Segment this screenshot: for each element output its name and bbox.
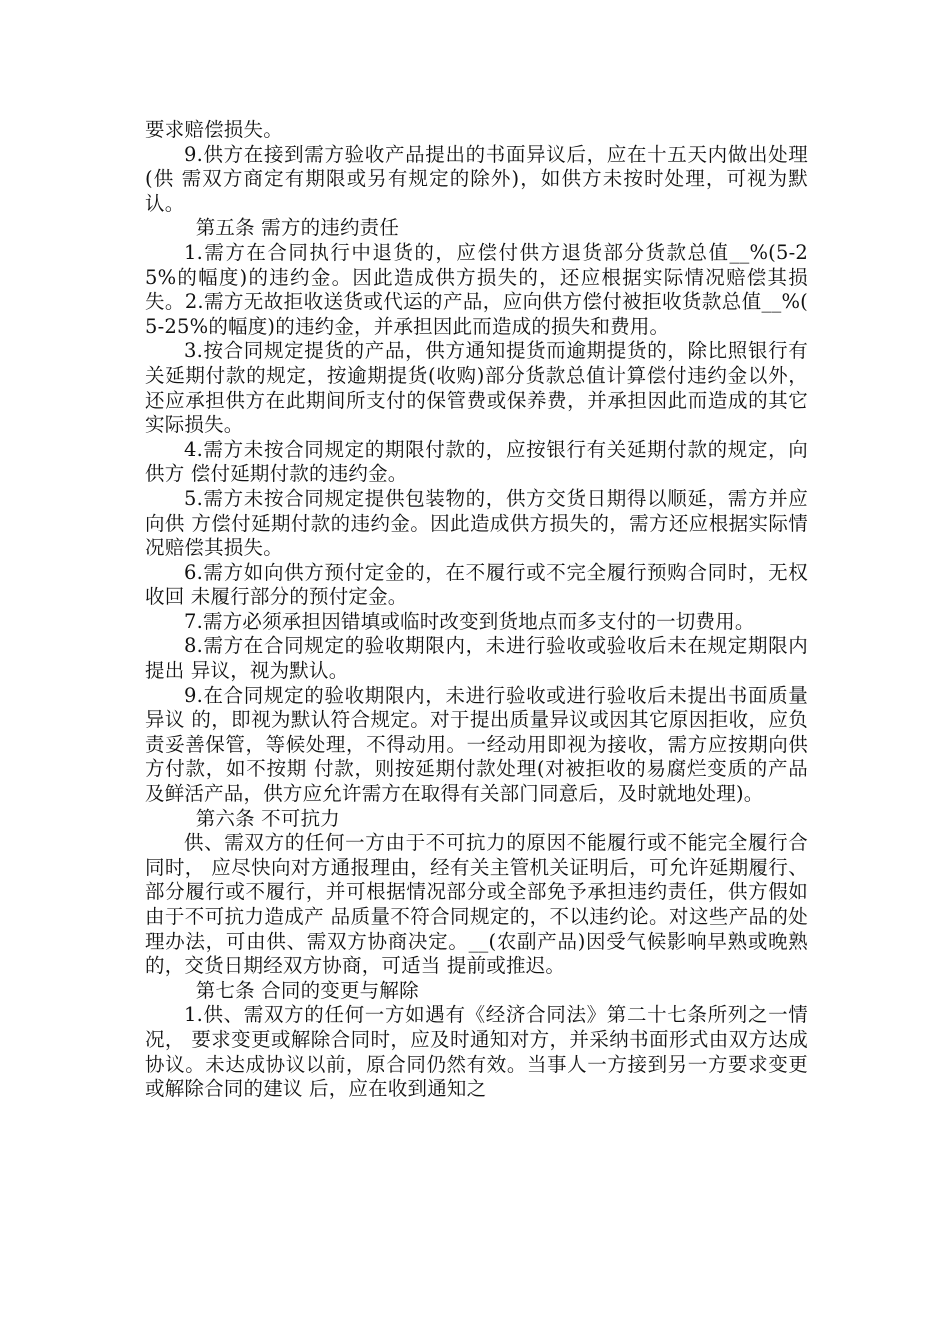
paragraph-clause-5-4: 4.需方未按合同规定的期限付款的，应按银行有关延期付款的规定，向供方 偿付延期付款的违约金。 (145, 437, 808, 486)
paragraph-clause-5-7: 7.需方必须承担因错填或临时改变到货地点而多支付的一切费用。 (184, 609, 755, 633)
paragraph-clause-5-1-2: 1.需方在合同执行中退货的，应偿付供方退货部分货款总值__%(5-2 5%的幅度)的违约金。因此造成供方损失的，还应根据实际情况赔偿其损失。2.需方无故拒收送货或代运的产品，应向供方偿付被拒收货款总值__%( 5-25%的幅度)的违约金，并承担因此而造成的损失和费用。 (145, 240, 808, 338)
paragraph-clause-7-1: 1.供、需双方的任何一方如遇有《经济合同法》第二十七条所列之一情况， 要求变更或解除合同时，应及时通知对方，并采纳书面形式由双方达成协议。未达成协议以前，原合同仍然有效。当事人一方接到另一方要求变更或解除合同的建议 后，应在收到通知之 (145, 1003, 808, 1101)
paragraph-clause-5-8: 8.需方在合同规定的验收期限内，未进行验收或验收后未在规定期限内提出 异议，视为默认。 (145, 634, 808, 683)
paragraph-clause-5-5: 5.需方未按合同规定提供包装物的，供方交货日期得以顺延，需方并应向供 方偿付延期付款的违约金。因此造成供方损失的，需方还应根据实际情况赔偿其损失。 (145, 486, 808, 560)
section-heading-article-6: 第六条 不可抗力 (195, 806, 340, 830)
section-heading-article-5: 第五条 需方的违约责任 (195, 216, 400, 240)
paragraph-clause-4-9: 9.供方在接到需方验收产品提出的书面异议后，应在十五天内做出处理(供 需双方商定有期限或另有规定的除外)，如供方未按时处理，可视为默认。 (145, 142, 808, 215)
paragraph-force-majeure: 供、需双方的任何一方由于不可抗力的原因不能履行或不能完全履行合同时， 应尽快向对方通报理由，经有关主管机关证明后，可允许延期履行、部分履行或不履行，并可根据情况部分或全部免予承担违约责任，供方假如由于不可抗力造成产 品质量不符合同规定的，不以违约论。对这些产品的处理办法，可由供、需双方协商决定。__(农副产品)因受气候影响早熟或晚熟的，交货日期经双方协商，可适当 提前或推迟。 (145, 831, 808, 978)
paragraph-clause-5-9: 9.在合同规定的验收期限内，未进行验收或进行验收后未提出书面质量异议 的，即视为默认符合规定。对于提出质量异议或因其它原因拒收，应负责妥善保管，等候处理，不得动用。一经动用即视为接收，需方应按期向供方付款，如不按期 付款，则按延期付款处理(对被拒收的易腐烂变质的产品及鲜活产品，供方应允许需方在取得有关部门同意后，及时就地处理)。 (145, 683, 808, 806)
section-heading-article-7: 第七条 合同的变更与解除 (195, 978, 419, 1002)
paragraph-continuation: 要求赔偿损失。 (145, 118, 283, 141)
paragraph-clause-5-3: 3.按合同规定提货的产品，供方通知提货而逾期提货的，除比照银行有关延期付款的规定，按逾期提货(收购)部分货款总值计算偿付违约金以外，还应承担供方在此期间所支付的保管费或保养费，并承担因此而造成的其它实际损失。 (145, 339, 808, 437)
paragraph-clause-5-6: 6.需方如向供方预付定金的，在不履行或不完全履行预购合同时，无权收回 未履行部分的预付定金。 (145, 560, 808, 609)
